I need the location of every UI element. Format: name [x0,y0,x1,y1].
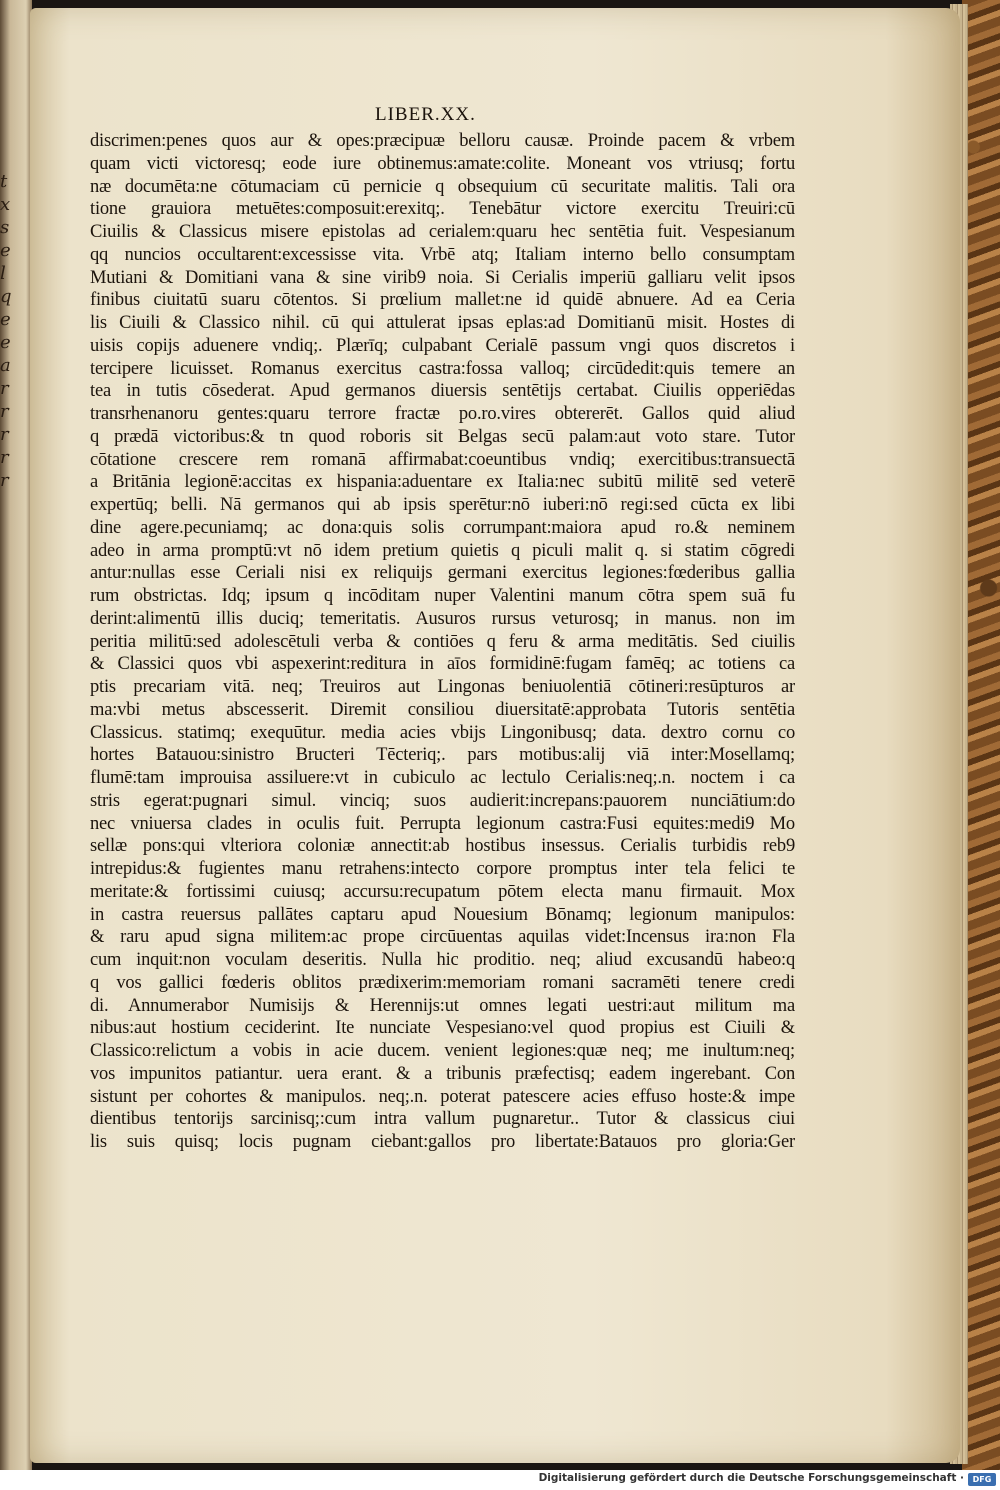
main-text-block [90,130,795,1154]
text-line: finibus ciuitatū suaru cōtentos. Si prœlium mallet:ne id quidē abnuere. Ad ea Ceria [90,290,795,311]
text-line: dine agere.pecuniamq; ac dona:quis solis corrumpant:maiora apud ro.& neminem [90,517,795,538]
left-margin-glyph: e [0,240,11,261]
text-line: a Britānia legionē:accitas ex hispania:aduentare ex Italia:nec subitū militē sed veterē [90,472,795,493]
text-line: vos impunitos patiantur. uera erant. & a tribunis præfectisq; eadem ingerebant. Con [90,1063,795,1084]
text-line: Classicus. statimq; exequūtur. media acies vbijs Lingonibusq; data. dextro cornu co [90,722,795,743]
text-line: sellæ pons:qui vlteriora coloniæ annectit:ab hostibus insessus. Cerialis turbidis reb9 [90,836,795,857]
running-title: LIBER.XX. [375,104,476,125]
text-line: tione grauiora metuētes:composuit:erexitq;. Tenebātur victore exercitu Treuiri:cū [90,199,795,220]
text-line: qq nuncios occultarent:excessisse vita. Vrbē atq; Italiam interno bello consumptam [90,244,795,265]
text-line: intrepidus:& fugientes manu retrahens:intecto corpore promptus inter tela felici te [90,859,795,879]
text-line: transrhenanoru gentes:quaru terrore fractæ po.ro.vires obtererēt. Gallos quid aliud [90,404,795,424]
text-line: cōtatione crescere rem romanā affirmabat:coeuntibus vndiq; exercitibus:transuectā [90,449,795,470]
left-margin-glyph: l [0,263,6,284]
left-margin-glyph: r [0,378,9,399]
text-line: q vos gallici fœderis oblitos prædixerim:memoriam romani sacramēti tenere credi [90,972,795,993]
text-line: flumē:tam improuisa assiluere:vt in cubiculo ac lectulo Cerialis:neq;.n. noctem i ca [90,768,795,788]
left-margin-glyph: a [0,355,11,376]
left-margin-glyph: q [0,286,12,307]
left-margin-glyph: r [0,401,9,422]
text-line: antur:nullas esse Ceriali nisi ex reliquijs germani exercitus legiones:fœderibus gallia [90,563,795,584]
left-margin-glyph: x [0,194,11,215]
text-line: adeo in arma promptū:vt nō idem pretium quietis q piculi malit q. si statim cōgredi [90,540,795,561]
text-line: stris egerat:pugnari simul. vinciq; suos audierit:increpans:pauorem nunciātium:do [90,790,795,811]
text-line: quam victi victoresq; eode iure obtinemus:amate:colite. Moneant vos vtriusq; fortu [90,153,795,174]
text-line: tea in tutis cōsederat. Apud germanos diuersis sentētijs certabat. Ciuilis opperiēdas [90,381,795,402]
left-margin-glyph: e [0,332,11,353]
text-line: discrimen:penes quos aur & opes:præcipuæ belloru causæ. Proinde pacem & vrbem [90,131,795,151]
dfg-logo: DFG [968,1473,996,1486]
text-line: in castra reuersus pallātes captaru apud Nouesium Bōnamq; legionum manipulos: [90,904,795,925]
text-line: Ciuilis & Classicus misere epistolas ad cerialem:quaru hec sentētia fuit. Vespesianum [90,222,795,242]
text-line: expertūq; belli. Nā germanos qui ab ipsis sperētur:nō iuberi:nō regi:sed cūcta ex libi [90,495,795,515]
text-line: di. Annumerabor Numisijs & Herennijs:ut omnes legati uestri:aut militum ma [90,995,795,1016]
text-line: & raru apud signa militem:ac prope circūuentas aquilas videt:Incensus ira:non Fla [90,927,795,948]
text-line: sistunt per cohortes & manipulos. neq;.n. poterat patescere acies effuso hoste:& impe [90,1086,795,1107]
text-line: ptis precariam vitā. neq; Treuiros aut Lingonas beniuolentiā cōtineri:resūpturos ar [90,677,795,697]
text-line: ma:vbi metus abscesserit. Diremit consiliou diuersitatē:approbata Tutoris sentētia [90,699,795,720]
left-page-margin-text [0,170,22,1470]
text-line: cum inquit:non voculam deseritis. Nulla hic proditio. neq; aliud excusandū habeo:q [90,950,795,970]
footer-credit: Digitalisierung gefördert durch die Deutsche Forschungsgemeinschaft · [538,1472,964,1484]
text-line: tercipere licuisset. Romanus exercitus castra:fossa valloq; circūdedit:quis temere an [90,358,795,379]
left-margin-glyph: r [0,470,9,491]
text-line: rum obstrictas. Idq; ipsum q incōditam nuper Valentini manum cōtra spem suā fu [90,586,795,606]
left-margin-glyph: e [0,309,11,330]
left-page-edge [0,0,32,1470]
text-line: derint:alimentū illis duciq; temeritatis. Ausuros rursus veturosq; in manus. non im [90,608,795,629]
text-line: meritate:& fortissimi cuiusq; accursu:recupatum pōtem electa manu firmauit. Mox [90,881,795,902]
text-line: dientibus tentorijs sarcinisq;:cum intra vallum pugnaretur.. Tutor & classicus ciui [90,1109,795,1130]
text-line: nibus:aut hostium ceciderint. Ite nunciate Vespesiano:vel quod propius est Ciuili & [90,1018,795,1039]
text-line: lis suis quisq; locis pugnam ciebant:gallos pro libertate:Batauos pro gloria:Ger [90,1132,795,1152]
text-line: peritia militū:sed adolescētuli verba & contiōes q feru & arma meditātis. Sed ciuilis [90,631,795,652]
text-line: lis Ciuili & Classico nihil. cū qui attulerat ipsas eplas:ad Domitianū misit. Hostes di [90,313,795,333]
text-line: hortes Batauou:sinistro Bructeri Tēcteriq;. pars motibus:alij viā inter:Mosellamq; [90,745,795,766]
text-line: nec vniuersa clades in oculis fuit. Perrupta legionum castra:Fusi equites:medi9 Mo [90,813,795,834]
left-margin-glyph: r [0,424,9,445]
left-margin-glyph: r [0,447,9,468]
footer-bar [0,1470,1000,1490]
text-line: Classico:relictum a vobis in acie ducem. venient legiones:quæ neq; me inultum:neq; [90,1041,795,1061]
text-line: uisis copijs aduenere vndiq;. Plærīq; culpabant Cerialē passum vngi quos discretos i [90,335,795,356]
text-line: Mutiani & Domitiani vana & sine virib9 noia. Si Cerialis imperiū galliaru velit ipsos [90,267,795,288]
left-margin-glyph: s [0,217,10,238]
left-margin-glyph: t [0,171,8,192]
text-line: q prædā victoribus:& tn quod roboris sit Belgas secū palam:aut voto stare. Tutor [90,426,795,447]
text-line: & Classici quos vbi aspexerint:reditura in aīos formidinē:fugam famēq; ac totiens ca [90,654,795,675]
text-line: næ documēta:ne cōtumaciam cū pernicie q obsequium cū securitate malitis. Tali ora [90,176,795,197]
